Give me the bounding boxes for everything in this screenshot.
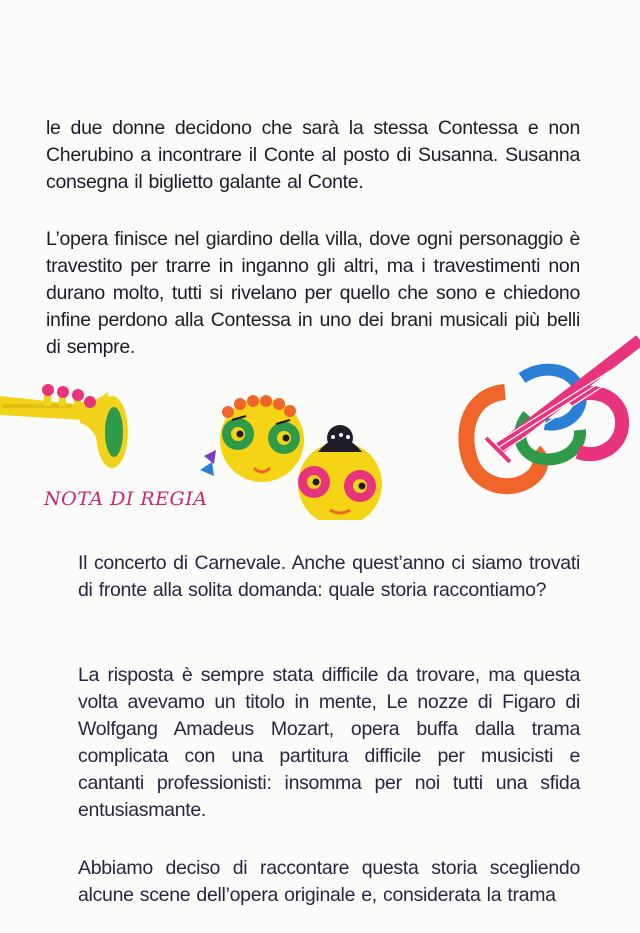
paragraph-answer: La risposta è sempre stata difficile da trovare, ma questa volta avevamo un titolo in mente, Le nozze di Figaro di Wolfgang Amadeus Mozart, opera buffa dalla trama complicata con una partitura difficile per musicisti e cantanti professionisti: insomma per noi tutti una sfida entusiasmante. <box>78 664 580 821</box>
paragraph-opera-ending: L’opera finisce nel giardino della villa, dove ogni personaggio è travestito per trarre in inganno gli altri, ma i travestimenti non durano molto, tutti si rivelano per quello che sono e chiedono infine perdono alla Contessa in uno dei brani musicali più belli di sempre. <box>46 228 580 358</box>
paragraph-approach: Abbiamo deciso di raccontare questa storia scegliendo alcune scene dell’opera originale e, considerata la trama <box>78 857 580 906</box>
trumpet-icon <box>0 384 128 468</box>
paragraph-continuation: le due donne decidono che sarà la stessa Contessa e non Cherubino a incontrare il Conte al posto di Susanna. Susanna consegna il biglietto galante al Conte. <box>46 117 580 193</box>
smiley-face-green-eyes-icon <box>200 395 304 482</box>
guitar-icon <box>466 340 640 486</box>
paragraph-intro: Il concerto di Carnevale. Anche quest’anno ci siamo trovati di fronte alla solita domanda: quale storia raccontiamo? <box>78 552 580 601</box>
section-heading: NOTA DI REGIA <box>44 488 208 510</box>
smiley-face-pink-eyes-icon <box>298 425 382 520</box>
